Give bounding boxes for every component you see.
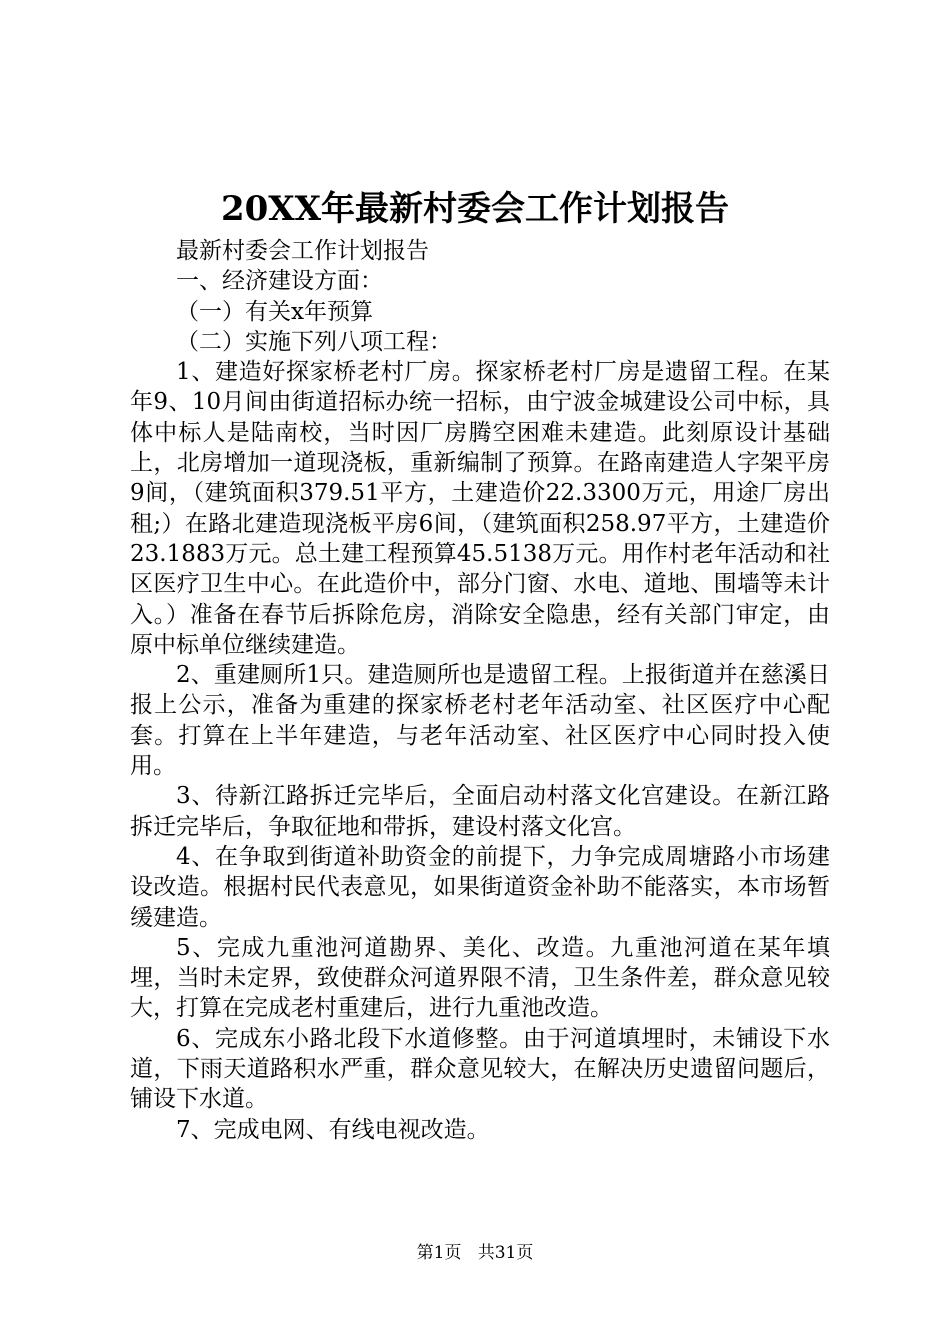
body-paragraph: （一）有关x年预算: [176, 298, 373, 325]
body-paragraph: 5、完成九重池河道勘界、美化、改造。九重池河道在某年填埋，当时未定界，致使群众河道界限不清，卫生条件差，群众意见较大，打算在完成老村重建后，进行九重池改造。: [130, 934, 830, 1022]
body-paragraph: 2、重建厕所1只。建造厕所也是遗留工程。上报街道并在慈溪日报上公示，准备为重建的探家桥老村老年活动室、社区医疗中心配套。打算在上半年建造，与老年活动室、社区医疗中心同时投入使用。: [130, 662, 830, 780]
body-paragraph: （二）实施下列八项工程：: [176, 328, 452, 355]
body-paragraph: 7、完成电网、有线电视改造。: [176, 1116, 490, 1143]
body-paragraph: 1、建造好探家桥老村厂房。探家桥老村厂房是遗留工程。在某年9、10月间由街道招标办统一招标，由宁波金城建设公司中标，具体中标人是陆南校，当时因厂房腾空困难未建造。此刻原设计基础上，北房增加一道现浇板，重新编制了预算。在路南建造人字架平房9间，（建筑面积379.51平方，土建造价22.3300万元，用途厂房出租;）在路北建造现浇板平房6间，（建筑面积258.97平方，土建造价23.1883万元。总土建工程预算45.5138万元。用作村老年活动和社区医疗卫生中心。在此造价中，部分门窗、水电、道地、围墙等未计入。）准备在春节后拆除危房，消除安全隐患，经有关部门审定，由原中标单位继续建造。: [130, 359, 830, 658]
page-footer: [0, 1241, 950, 1265]
page-total: 共31页: [477, 1243, 534, 1263]
body-paragraph: 3、待新江路拆迁完毕后，全面启动村落文化宫建设。在新江路拆迁完毕后，争取征地和带拆，建设村落文化宫。: [130, 783, 830, 840]
body-paragraph: 一、经济建设方面：: [176, 268, 383, 295]
body-paragraph: 最新村委会工作计划报告: [176, 238, 429, 264]
document-body: [130, 236, 830, 1145]
document-title: 20XX年最新村委会工作计划报告: [220, 189, 730, 229]
body-paragraph: 6、完成东小路北段下水道修整。由于河道填埋时，未铺设下水道，下雨天道路积水严重，群众意见较大，在解决历史遗留问题后，铺设下水道。: [130, 1025, 830, 1113]
page-number: 第1页: [416, 1243, 462, 1263]
body-paragraph: 4、在争取到街道补助资金的前提下，力争完成周塘路小市场建设改造。根据村民代表意见，如果街道资金补助不能落实，本市场暂缓建造。: [130, 843, 830, 931]
footer-spacer: [467, 1243, 472, 1263]
